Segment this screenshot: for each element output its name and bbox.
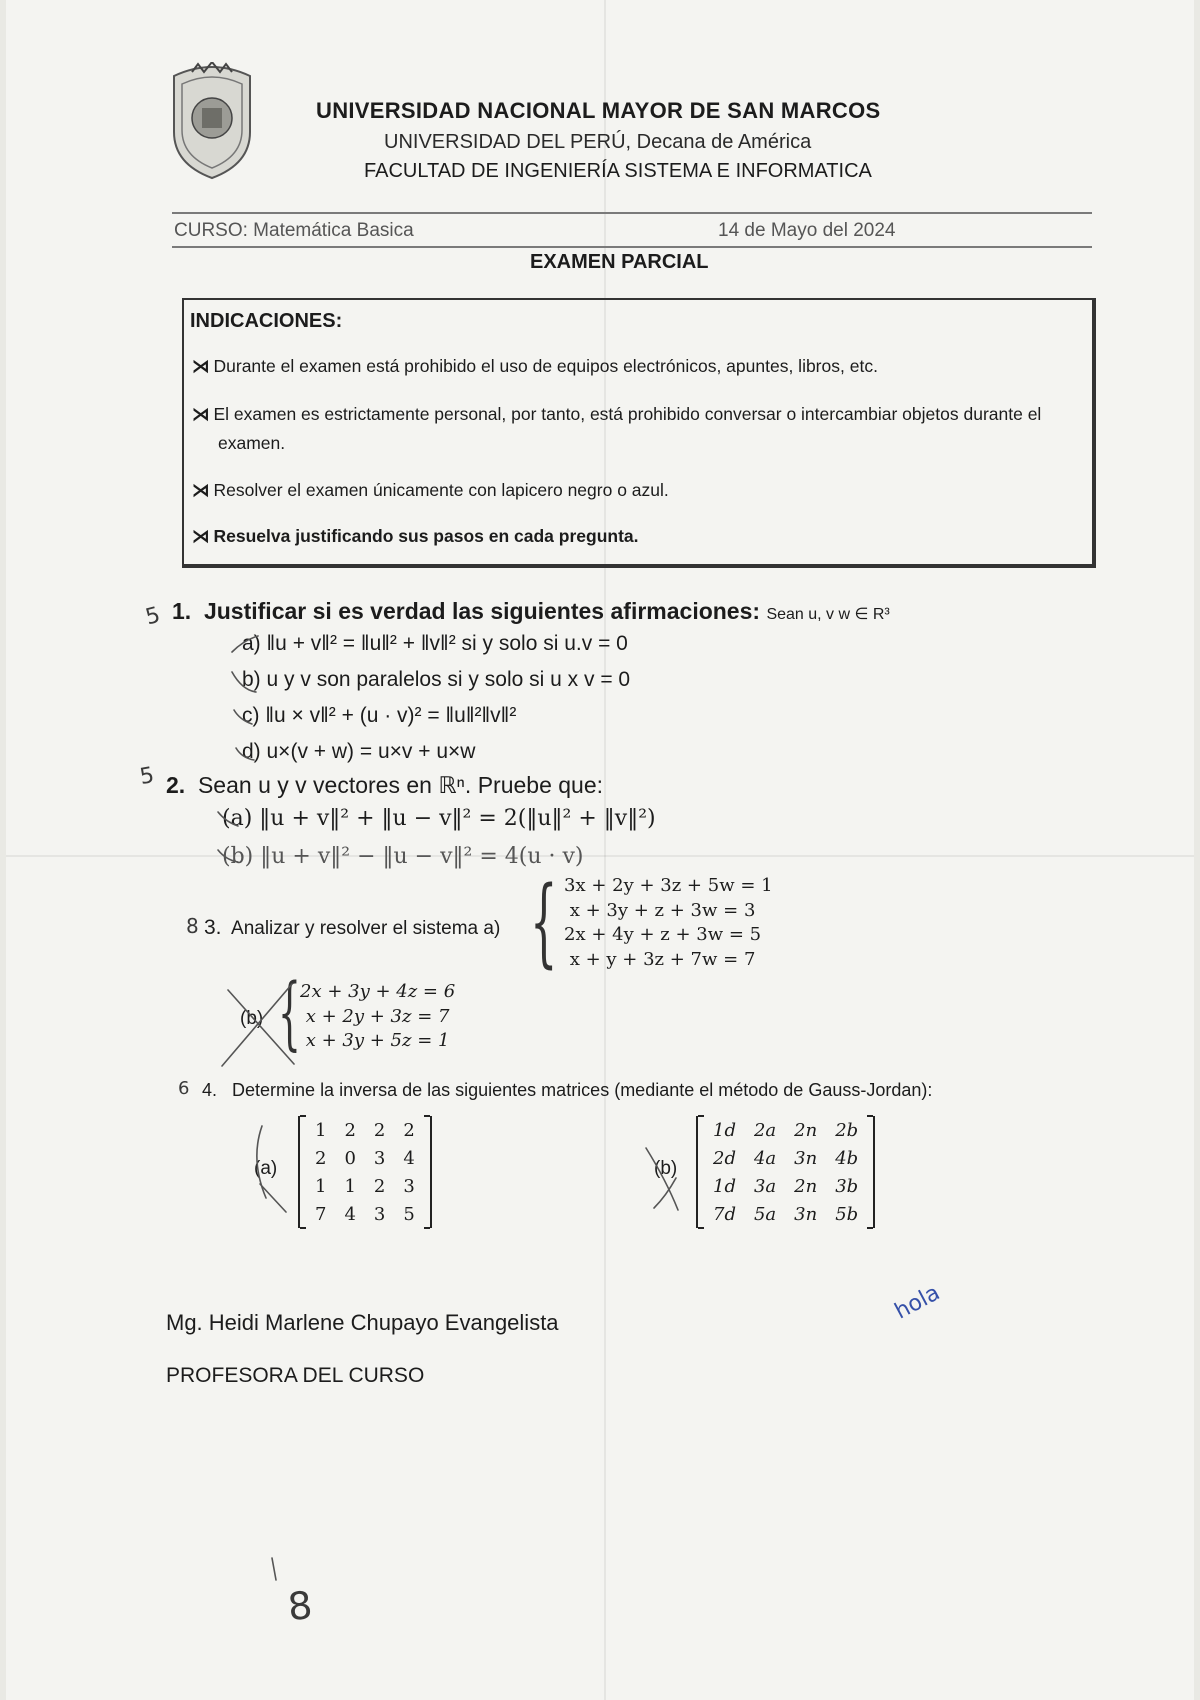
matrix-a-cell: 1 bbox=[315, 1175, 327, 1197]
brace-system-a: { bbox=[530, 866, 558, 978]
matrix-a-cell: 3 bbox=[403, 1175, 415, 1197]
matrix-a-cell: 4 bbox=[344, 1203, 356, 1225]
pencil-tick-bottom bbox=[272, 1558, 276, 1580]
matrix-b-row bbox=[704, 1200, 867, 1228]
brace-system-b: { bbox=[278, 966, 301, 1059]
matrix-b-row bbox=[704, 1172, 867, 1200]
question-1-item-b: b) u y v son paralelos si y solo si u x v = 0 bbox=[242, 668, 631, 691]
matrix-b-cell: 1d bbox=[713, 1175, 736, 1197]
instructions-box bbox=[182, 298, 1096, 568]
handwritten-score-q4: 6 bbox=[178, 1078, 190, 1099]
question-3-number: 3. bbox=[204, 916, 222, 939]
professor-role: PROFESORA DEL CURSO bbox=[166, 1364, 425, 1387]
matrix-a-cell: 2 bbox=[373, 1119, 386, 1141]
handwritten-score-q3: 8 bbox=[186, 914, 199, 938]
matrix-b-cell: 5b bbox=[835, 1203, 859, 1225]
university-name: UNIVERSIDAD NACIONAL MAYOR DE SAN MARCOS bbox=[316, 98, 881, 123]
matrix-b-cell: 2a bbox=[753, 1119, 777, 1141]
exam-title: EXAMEN PARCIAL bbox=[530, 251, 709, 273]
matrix-a-cell: 5 bbox=[403, 1203, 415, 1225]
handwritten-score-q2: 5 bbox=[137, 762, 157, 791]
system-a bbox=[564, 874, 773, 972]
matrix-a-cell: 2 bbox=[344, 1119, 356, 1141]
matrix-b-row bbox=[704, 1116, 867, 1144]
handwritten-bottom-mark: 8 bbox=[285, 1582, 315, 1630]
question-1-text: Justificar si es verdad las siguientes afirmaciones: bbox=[203, 598, 761, 624]
matrix-a bbox=[298, 1116, 432, 1228]
handwritten-note: hola bbox=[890, 1280, 945, 1325]
system-b-eq-3: x + 3y + 5z = 1 bbox=[300, 1030, 450, 1051]
system-b-eq-1: 2x + 3y + 4z = 6 bbox=[300, 981, 456, 1002]
faculty-name: FACULTAD DE INGENIERÍA SISTEMA E INFORMATICA bbox=[364, 160, 872, 182]
university-seal bbox=[162, 62, 262, 182]
instructions-title: INDICACIONES: bbox=[190, 310, 343, 332]
matrix-b-cell: 3n bbox=[794, 1203, 818, 1225]
instruction-item: ⋊ El examen es estrictamente personal, por tanto, está prohibido conversar o intercambiar objetos durante el examen. bbox=[192, 404, 1042, 453]
bullet-icon: ⋊ bbox=[192, 526, 210, 546]
matrix-a-row bbox=[306, 1144, 424, 1172]
question-2-text: Sean u y v vectores en ℝⁿ. Pruebe que: bbox=[197, 772, 604, 798]
question-1-number: 1. bbox=[172, 598, 192, 624]
system-a-eq-4: x + y + 3z + 7w = 7 bbox=[564, 948, 756, 970]
exam-sheet bbox=[6, 0, 1194, 1700]
system-a-eq-1: 3x + 2y + 3z + 5w = 1 bbox=[564, 875, 773, 896]
question-4-text: Determine la inversa de las siguientes matrices (mediante el método de Gauss-Jordan): bbox=[232, 1080, 933, 1100]
bullet-icon: ⋊ bbox=[192, 480, 210, 500]
matrix-a-cell: 2 bbox=[315, 1147, 327, 1169]
matrix-a-cell: 1 bbox=[315, 1119, 327, 1141]
matrix-b-cell: 3a bbox=[753, 1175, 777, 1197]
system-b bbox=[300, 980, 455, 1054]
matrix-b-cell: 4a bbox=[753, 1147, 777, 1169]
course-label: CURSO: Matemática Basica bbox=[174, 220, 414, 241]
system-b-label: (b) bbox=[240, 1008, 264, 1029]
instruction-item: ⋊ Resuelva justificando sus pasos en cada pregunta. bbox=[192, 526, 639, 546]
matrix-b-cell: 3b bbox=[835, 1175, 859, 1197]
question-2-item-a: (a) ‖u + v‖² + ‖u − v‖² = 2(‖u‖² + ‖v‖²) bbox=[222, 806, 656, 831]
fold-line-horizontal bbox=[6, 855, 1194, 857]
pencil-stroke-matrix-a bbox=[260, 1184, 286, 1212]
professor-name: Mg. Heidi Marlene Chupayo Evangelista bbox=[166, 1310, 559, 1335]
question-2-item-b: (b) ‖u + v‖² − ‖u − v‖² = 4(u · v) bbox=[222, 844, 584, 869]
question-2 bbox=[166, 772, 603, 799]
matrix-b-row bbox=[704, 1144, 867, 1172]
matrix-a-cell: 4 bbox=[403, 1147, 415, 1169]
pencil-stroke-matrix-b bbox=[654, 1178, 676, 1208]
question-1-context: Sean u, v w ∈ R³ bbox=[766, 606, 890, 623]
system-a-eq-3: 2x + 4y + z + 3w = 5 bbox=[564, 924, 762, 945]
matrix-a-cell: 0 bbox=[344, 1147, 356, 1169]
question-1-item-a: a) ‖u + v‖² = ‖u‖² + ‖v‖² si y solo si u.v = 0 bbox=[242, 632, 628, 655]
bullet-icon: ⋊ bbox=[192, 356, 210, 376]
matrix-b-cell: 2n bbox=[794, 1175, 818, 1197]
question-4 bbox=[202, 1080, 932, 1101]
question-3 bbox=[204, 916, 500, 940]
question-1-item-c: c) ‖u × v‖² + (u · v)² = ‖u‖²‖v‖² bbox=[242, 704, 517, 727]
matrix-b-cell: 2b bbox=[835, 1119, 859, 1141]
matrix-a-cell: 2 bbox=[373, 1175, 386, 1197]
matrix-a-cell: 7 bbox=[315, 1203, 327, 1225]
matrix-a-row bbox=[306, 1172, 424, 1200]
question-3-text: Analizar y resolver el sistema a) bbox=[231, 918, 501, 939]
question-2-number: 2. bbox=[166, 772, 186, 798]
handwritten-score-q1: 5 bbox=[143, 602, 163, 631]
instruction-item: ⋊ Durante el examen está prohibido el uso de equipos electrónicos, apuntes, libros, etc. bbox=[192, 356, 878, 376]
bullet-icon: ⋊ bbox=[192, 404, 210, 424]
matrix-b-cell: 2d bbox=[713, 1147, 736, 1169]
matrix-b-cell: 4b bbox=[835, 1147, 859, 1169]
header-rule-bottom bbox=[172, 246, 1092, 248]
matrix-a-cell: 2 bbox=[403, 1119, 415, 1141]
matrix-a-cell: 3 bbox=[373, 1203, 386, 1225]
matrix-b-label: (b) bbox=[654, 1158, 678, 1179]
instruction-item: ⋊ Resolver el examen únicamente con lapicero negro o azul. bbox=[192, 480, 669, 500]
exam-date: 14 de Mayo del 2024 bbox=[718, 220, 896, 241]
question-1-item-d: d) u×(v + w) = u×v + u×w bbox=[242, 740, 476, 763]
matrix-a-cell: 3 bbox=[373, 1147, 386, 1169]
matrix-b-cell: 5a bbox=[753, 1203, 777, 1225]
question-1 bbox=[172, 598, 890, 625]
system-b-eq-2: x + 2y + 3z = 7 bbox=[300, 1005, 450, 1027]
matrix-a-row bbox=[306, 1116, 424, 1144]
matrix-b-cell: 2n bbox=[794, 1119, 818, 1141]
system-a-eq-2: x + 3y + z + 3w = 3 bbox=[564, 899, 756, 921]
matrix-b-cell: 7d bbox=[713, 1203, 736, 1225]
matrix-b-cell: 3n bbox=[794, 1147, 818, 1169]
matrix-a-row bbox=[306, 1200, 424, 1228]
university-subtitle: UNIVERSIDAD DEL PERÚ, Decana de América bbox=[384, 131, 812, 153]
matrix-a-label: (a) bbox=[254, 1158, 278, 1179]
matrix-a-cell: 1 bbox=[344, 1175, 356, 1197]
header-rule-top bbox=[172, 212, 1092, 214]
matrix-b-cell: 1d bbox=[713, 1119, 736, 1141]
question-4-number: 4. bbox=[202, 1080, 218, 1100]
matrix-b bbox=[696, 1116, 875, 1228]
